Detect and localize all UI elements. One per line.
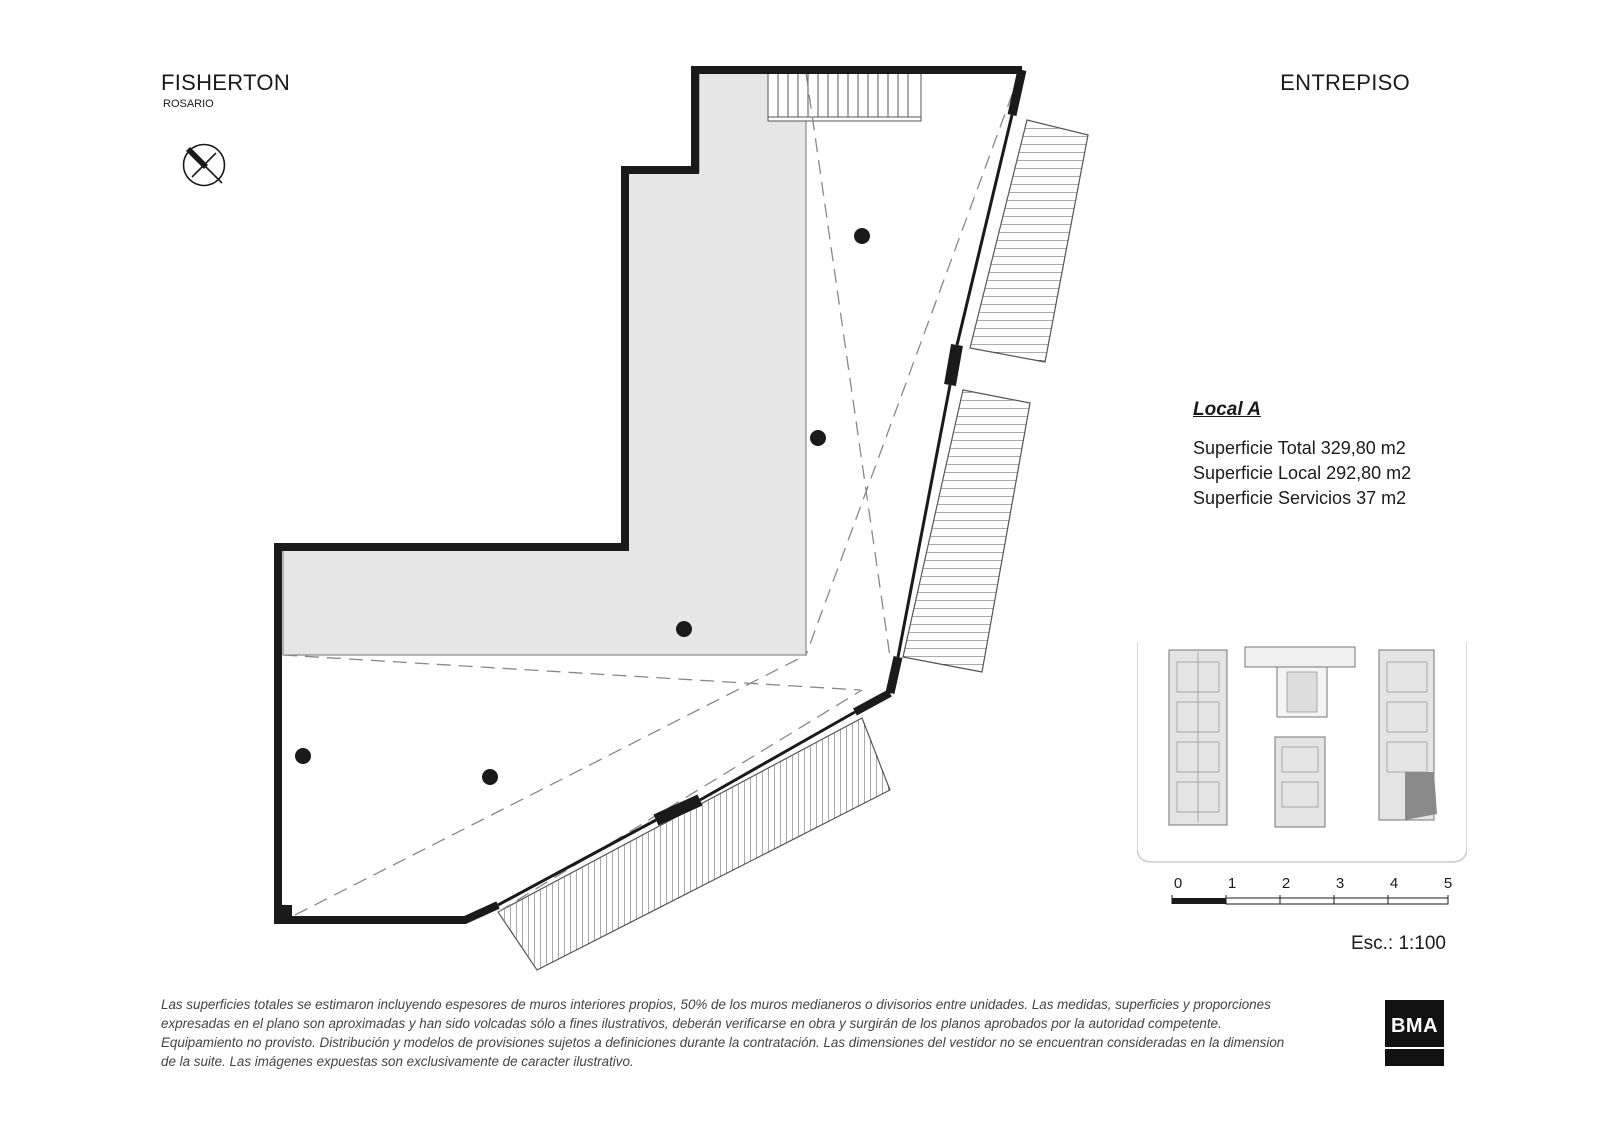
unit-name: Local A — [1193, 399, 1261, 420]
scale-bar — [1165, 875, 1455, 915]
column — [854, 228, 870, 244]
scale-tick-label: 1 — [1227, 875, 1237, 892]
area-local: Superficie Local 292,80 m2 — [1193, 463, 1412, 483]
scale-tick-label: 2 — [1281, 875, 1291, 892]
project-subtitle: ROSARIO — [163, 98, 214, 110]
column — [676, 621, 692, 637]
disclaimer: Las superficies totales se estimaron incluyendo espesores de muros interiores propios, 50% de los muros medianeros o divisorios entre unidades. Las medidas, superficies y proporciones expresadas en el plano son aproximadas y han sido volcadas sólo a fines ilustrativos, deberán verificarse en obra y surgirán de los planos aprobados por la autoridad competente. Equipamiento no provisto. Distribución y modelos de provisiones sujetos a definiciones durante la contratación. Las dimensiones del vestidor no se encuentran consideradas en la dimension de la suite. Las imágenes expuestas son exclusivamente de caracter ilustrativo. — [161, 997, 1285, 1069]
scale-label: Esc.: 1:100 — [1350, 933, 1446, 954]
logo-text: BMA — [1390, 1015, 1439, 1037]
scale-bar-graphic — [1165, 893, 1455, 909]
column — [295, 748, 311, 764]
staircase — [768, 71, 921, 121]
scale-tick-label: 0 — [1173, 875, 1183, 892]
balcony-lower — [498, 718, 890, 970]
scale-tick-label: 3 — [1335, 875, 1345, 892]
column — [810, 430, 826, 446]
sheet-title: ENTREPISO — [1280, 70, 1410, 95]
corner-column — [278, 905, 292, 920]
project-title: FISHERTON — [161, 70, 291, 95]
key-plan — [1137, 642, 1467, 867]
scale-tick-label: 5 — [1443, 875, 1453, 892]
void-area — [283, 73, 806, 655]
column — [482, 769, 498, 785]
balcony-upper — [970, 120, 1088, 362]
scale-tick-label: 4 — [1389, 875, 1399, 892]
bma-logo — [1385, 1000, 1444, 1066]
area-services: Superficie Servicios 37 m2 — [1193, 488, 1407, 508]
logo-rule — [1385, 1047, 1444, 1049]
area-total: Superficie Total 329,80 m2 — [1193, 438, 1406, 458]
